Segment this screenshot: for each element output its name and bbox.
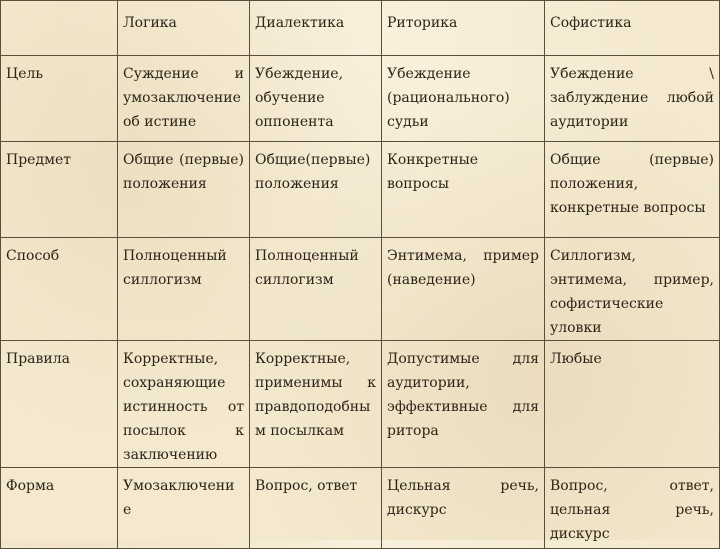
cell-rules-logic: Корректные, сохраняющие истинность от посылок к заключению [118, 341, 250, 468]
header-rhetoric: Риторика [382, 1, 545, 56]
cell-goal-dialectics: Убеждение, обучение оппонента [250, 56, 382, 142]
table-row-method [1, 238, 720, 341]
header-dialectics: Диалектика [250, 1, 382, 56]
cell-goal-sophistry: Убеждение \ заблуждение любой аудитории [545, 56, 720, 142]
cell-subject-sophistry: Общие (первые) положения, конкретные вопросы [545, 142, 720, 238]
cell-subject-dialectics: Общие(первые) положения [250, 142, 382, 238]
row-label-rules: Правила [1, 341, 118, 468]
cell-goal-rhetoric: Убеждение (рационального) судьи [382, 56, 545, 142]
row-label-form: Форма [1, 468, 118, 549]
cell-method-rhetoric: Энтимема, пример (наведение) [382, 238, 545, 341]
cell-method-dialectics: Полноценный силлогизм [250, 238, 382, 341]
table-row-goal [1, 56, 720, 142]
header-sophistry: Софистика [545, 1, 720, 56]
cell-method-logic: Полноценный силлогизм [118, 238, 250, 341]
cell-goal-logic: Суждение и умозаключение об истине [118, 56, 250, 142]
table-row-form [1, 468, 720, 549]
cell-rules-rhetoric: Допустимые для аудитории, эффективные для ритора [382, 341, 545, 468]
row-label-subject: Предмет [1, 142, 118, 238]
table-row-subject [1, 142, 720, 238]
cell-form-logic: Умозаключени е [118, 468, 250, 549]
header-corner-cell [1, 1, 118, 56]
cell-method-sophistry: Силлогизм, энтимема, пример, софистические уловки [545, 238, 720, 341]
cell-subject-rhetoric: Конкретные вопросы [382, 142, 545, 238]
cell-form-rhetoric: Цельная речь, дискурс [382, 468, 545, 549]
cell-form-sophistry: Вопрос, ответ, цельная речь, дискурс [545, 468, 720, 549]
row-label-goal: Цель [1, 56, 118, 142]
row-label-method: Способ [1, 238, 118, 341]
cell-rules-sophistry: Любые [545, 341, 720, 468]
table-row-rules [1, 341, 720, 468]
cell-subject-logic: Общие (первые) положения [118, 142, 250, 238]
cell-rules-dialectics: Корректные, применимы к правдоподобны м посылкам [250, 341, 382, 468]
cell-form-dialectics: Вопрос, ответ [250, 468, 382, 549]
header-logic: Логика [118, 1, 250, 56]
header-row [1, 1, 720, 56]
